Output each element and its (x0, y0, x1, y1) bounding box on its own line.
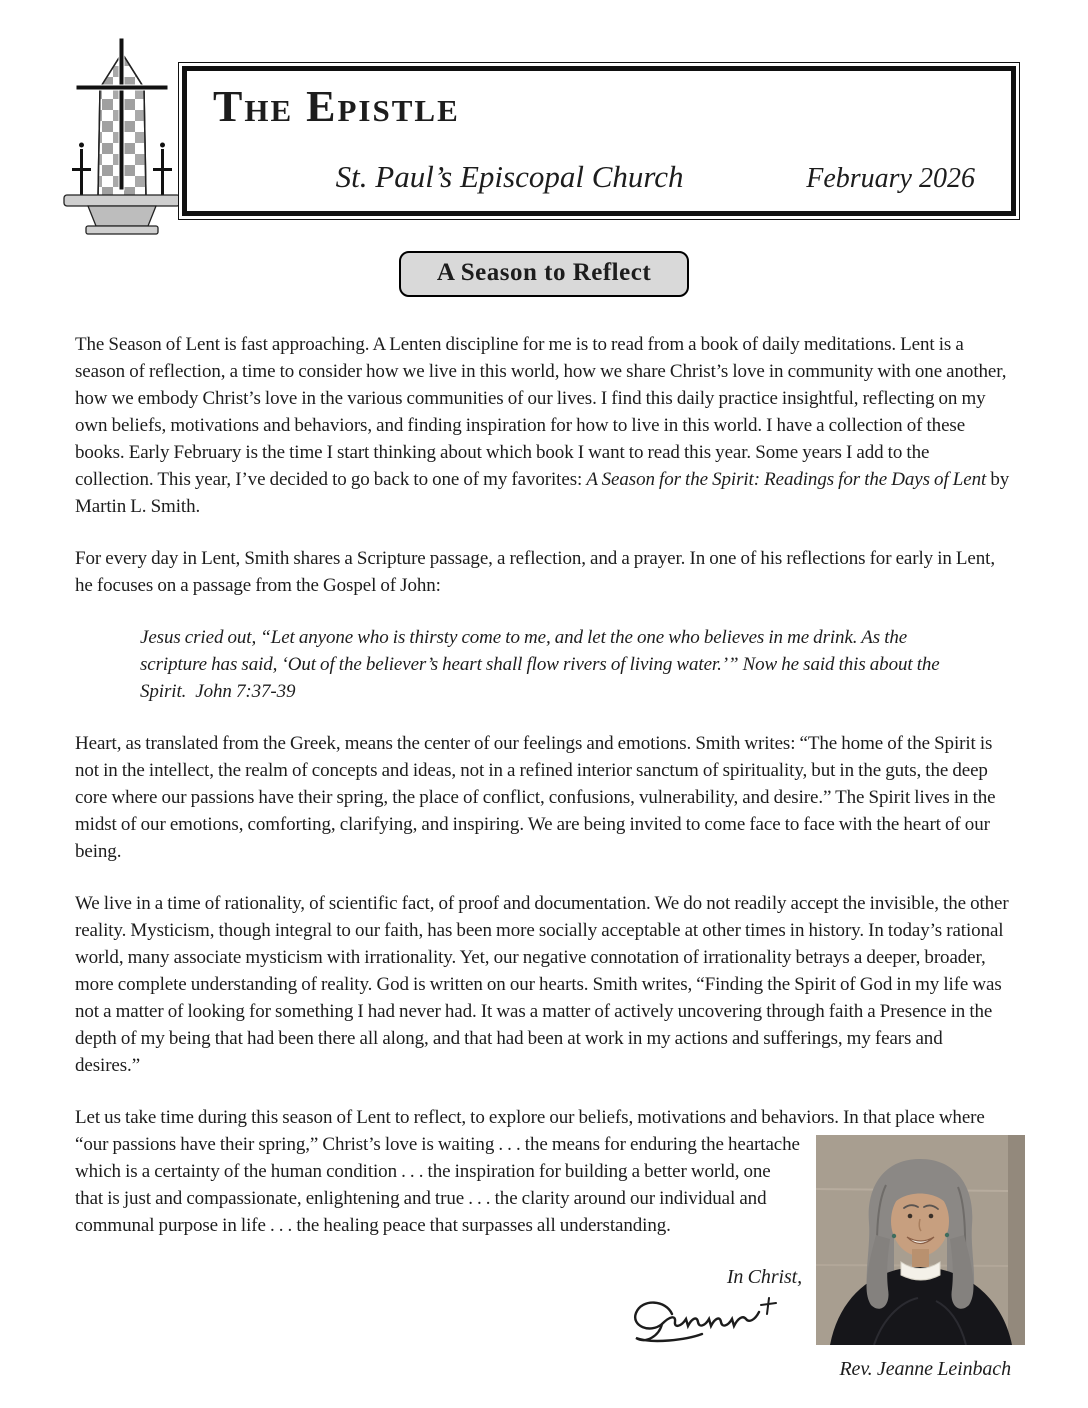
church-name: St. Paul’s Episcopal Church (335, 159, 684, 194)
paragraph-closing (75, 1104, 1011, 1239)
article-title-wrap (0, 251, 1088, 297)
masthead-box (178, 62, 1020, 220)
signature-jeanne (626, 1294, 796, 1354)
paragraph-rationality: We live in a time of rationality, of scientific fact, of proof and documentation. We do not readily accept the invisible, the other reality. Mysticism, though integral to our faith, has been more socially acceptable at other times in history. In today’s rational world, many associate mysticism with irrationality. Yet, our negative connotation of irrationality betrays a deeper, broader, more complete understanding of reality. God is written on our hearts. Smith writes, “Finding the Spirit of God in my life was not a matter of looking for something I had never had. It was a matter of actively uncovering through faith a Presence in the depth of my being that had been there all along, and that had been at work in my actions and sufferings, my fears and desires.” (75, 893, 1009, 1076)
paragraph-intro (75, 331, 1011, 520)
scripture-reference: John 7:37-39 (195, 681, 296, 702)
article-title-badge: A Season to Reflect (399, 251, 689, 297)
paragraph-intro-text: The Season of Lent is fast approaching. A Lenten discipline for me is to read from a book of daily meditations. Lent is a season of reflection, a time to consider how we live in this world, how we share Christ’s love in community with one another, how we embody Christ’s love in the various communities of our lives. I find this daily practice insightful, reflecting on my own beliefs, motivations and behaviors, and finding inspiration for how to live in this world. I have a collection of these books. Early February is the time I start thinking about which book I want to read this year. Some years I add to the collection. This year, I’ve decided to go back to one of my favorites: (75, 334, 1007, 490)
paragraph-closing-part1: Let us take time during this season of Lent to reflect, to explore our beliefs, motivations and behaviors. In that place where “our passions have their spring,” Christ’s love is waiting . . . the means for enduring the heartache (75, 1107, 985, 1155)
issue-date: February 2026 (806, 163, 975, 194)
masthead-subtitle-row (213, 159, 989, 199)
masthead-inner (182, 66, 1016, 216)
church-tower-logo-icon (58, 33, 186, 238)
paragraph-heart: Heart, as translated from the Greek, means the center of our feelings and emotions. Smith writes: “The home of the Spirit is not in the intellect, the realm of concepts and ideas, not in a refined interior sanctum of spirituality, but in the guts, the deep core where our passions have their spring, the place of conflict, confusions, vulnerability, and desire.” The Spirit lives in the midst of our emotions, comforting, clarifying, and inspiring. We are being invited to come face to face with the heart of our being. (75, 733, 996, 862)
valediction: In Christ, (726, 1266, 802, 1288)
scripture-quote (140, 624, 945, 705)
paragraph-smith: For every day in Lent, Smith shares a Scripture passage, a reflection, and a prayer. In one of his reflections for early in Lent, he focuses on a passage from the Gospel of John: (75, 548, 995, 596)
article-body (75, 331, 1011, 1382)
paragraph-closing-part2: which is a certainty of the human condition . . . the inspiration for building a better world, one that is just and compassionate, enlightening and true . . . the clarity around our individual and communal purpose in life . . . the healing peace that surpasses all understanding. (75, 1161, 771, 1236)
scripture-quote-text: Jesus cried out, “Let anyone who is thirsty come to me, and let the one who believes in me drink. As the scripture has said, ‘Out of the believer’s heart shall flow rivers of living water.’” Now he said this about the Spirit. (140, 627, 940, 702)
rector-photo (816, 1135, 1025, 1345)
book-title: A Season for the Spirit: Readings for the Days of Lent (586, 469, 987, 490)
signed-name: Rev. Jeanne Leinbach (839, 1358, 1011, 1380)
paragraph-intro-after: by Martin L. Smith. (75, 469, 1010, 517)
newsletter-title: The Epistle (213, 82, 460, 131)
